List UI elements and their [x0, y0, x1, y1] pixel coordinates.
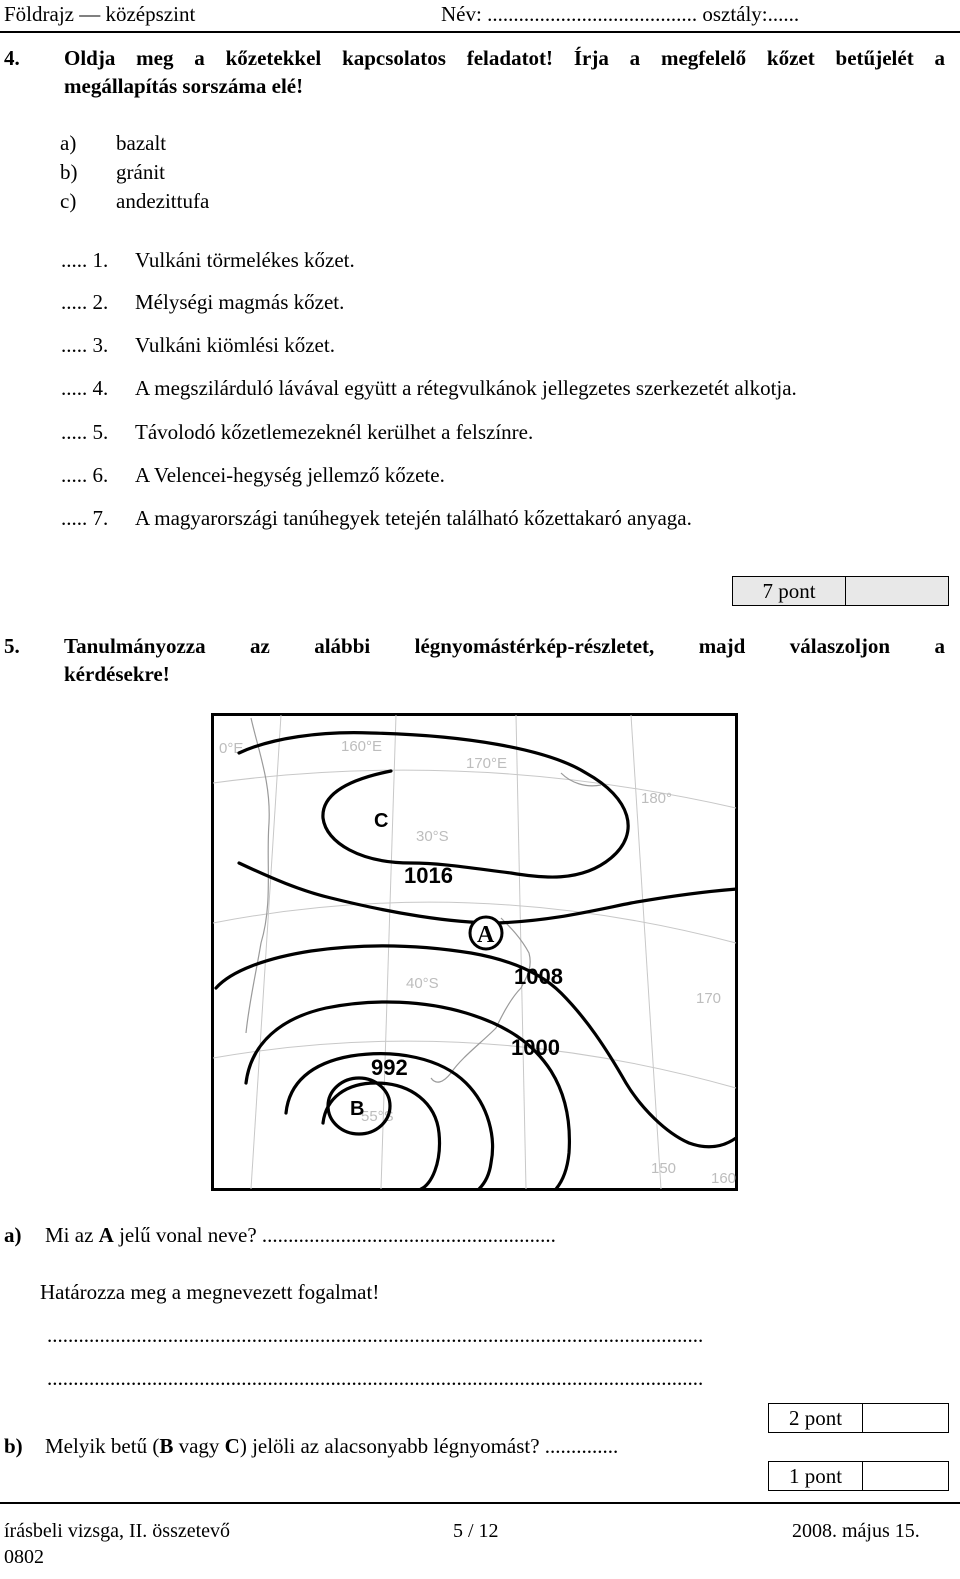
grid-label: 0°E — [219, 740, 244, 757]
footer-rule — [0, 1502, 960, 1504]
q5-prompt-line1: Tanulmányozza az alábbi légnyomástérkép-részletet, majd válaszoljon a — [64, 634, 945, 658]
statement-number: ..... 1. — [61, 248, 109, 272]
qa-score-box — [768, 1403, 949, 1433]
qb-key: b) — [4, 1434, 23, 1458]
statement-number: ..... 5. — [61, 420, 109, 444]
qa-text-end: jelű vonal neve? ........................................................ — [113, 1223, 556, 1247]
qa-answer-line-1[interactable]: ............................................................................................................................. — [47, 1323, 704, 1347]
q4-prompt-line1: Oldja meg a kőzetekkel kapcsolatos feladatot! Írja a megfelelő kőzet betűjelét a — [64, 46, 945, 70]
statement-number: ..... 7. — [61, 506, 109, 530]
isobar-label-1008: 1008 — [514, 964, 563, 989]
label-c: C — [374, 810, 389, 832]
qb-score-label: 1 pont — [769, 1462, 863, 1490]
header-subject: Földrajz — középszint — [4, 2, 196, 26]
qb-text: Melyik betű ( — [45, 1434, 160, 1458]
q4-score-field[interactable] — [846, 577, 948, 605]
footer-exam: írásbeli vizsga, II. összetevő — [4, 1520, 231, 1542]
qa-score-field[interactable] — [863, 1404, 948, 1432]
label-b: B — [350, 1098, 365, 1120]
grid-label: 150 — [651, 1160, 677, 1177]
footer-code: 0802 — [4, 1546, 44, 1568]
header-rule — [0, 31, 960, 33]
q4-score-box — [732, 576, 949, 606]
qb-letter-b: B — [159, 1434, 174, 1458]
grid-label: 170°E — [466, 755, 508, 772]
pressure-map — [211, 713, 738, 1191]
grid-label: 30°S — [416, 828, 449, 845]
option-key: b) — [60, 160, 78, 184]
statement-text: Vulkáni kiömlési kőzet. — [135, 333, 335, 357]
qa-question — [45, 1223, 556, 1248]
option-text: bazalt — [116, 131, 167, 155]
option-text: andezittufa — [116, 189, 210, 213]
isobar-label-992: 992 — [371, 1055, 408, 1080]
statement-text: A Velencei-hegység jellemző kőzete. — [135, 463, 445, 487]
option-key: a) — [60, 131, 77, 155]
grid-label: 170 — [696, 990, 722, 1007]
qb-score-box — [768, 1461, 949, 1491]
label-a: A — [477, 922, 495, 948]
q4-prompt-line2: megállapítás sorszáma elé! — [64, 74, 304, 98]
qa-letter: A — [98, 1223, 114, 1247]
grid-label: 160°E — [341, 738, 383, 755]
qb-score-field[interactable] — [863, 1462, 948, 1490]
isobar-label-1016: 1016 — [404, 863, 453, 888]
qb-text-mid: vagy — [173, 1434, 225, 1458]
option-key: c) — [60, 189, 77, 213]
grid-label: 160 — [711, 1170, 737, 1187]
statement-text: Távolodó kőzetlemezeknél kerülhet a felszínre. — [135, 420, 534, 444]
q4-score-label: 7 pont — [733, 577, 846, 605]
footer-page: 5 / 12 — [453, 1520, 499, 1542]
statement-text: A magyarországi tanúhegyek tetején található kőzettakaró anyaga. — [135, 506, 692, 530]
q5-prompt-line2: kérdésekre! — [64, 662, 170, 686]
grid-label: 180° — [641, 790, 673, 807]
grid-label: 40°S — [406, 975, 439, 992]
q5-number: 5. — [4, 634, 20, 658]
qa-score-label: 2 pont — [769, 1404, 863, 1432]
statement-text: A megszilárduló lávával együtt a rétegvulkánok jellegzetes szerkezetét alkotja. — [135, 376, 797, 400]
statement-number: ..... 6. — [61, 463, 109, 487]
qa-key: a) — [4, 1223, 22, 1247]
qb-question — [45, 1434, 618, 1459]
statement-number: ..... 3. — [61, 333, 109, 357]
header-name-class: Név: ........................................ osztály:...... — [441, 2, 800, 26]
footer-date: 2008. május 15. — [792, 1520, 920, 1542]
grid-label: 55°S — [361, 1108, 394, 1125]
option-text: gránit — [116, 160, 165, 184]
qb-letter-c: C — [224, 1434, 240, 1458]
isobar-label-1000: 1000 — [511, 1035, 560, 1060]
statement-text: Vulkáni törmelékes kőzet. — [135, 248, 355, 272]
qa-text: Mi az — [45, 1223, 99, 1247]
q4-number: 4. — [4, 46, 20, 70]
qb-text-end: ) jelöli az alacsonyabb légnyomást? .............. — [239, 1434, 619, 1458]
statement-number: ..... 2. — [61, 290, 109, 314]
statement-number: ..... 4. — [61, 376, 109, 400]
qa-define: Határozza meg a megnevezett fogalmat! — [40, 1280, 380, 1304]
qa-answer-line-2[interactable]: ............................................................................................................................. — [47, 1366, 704, 1390]
statement-text: Mélységi magmás kőzet. — [135, 290, 345, 314]
map-frame — [213, 715, 737, 1190]
